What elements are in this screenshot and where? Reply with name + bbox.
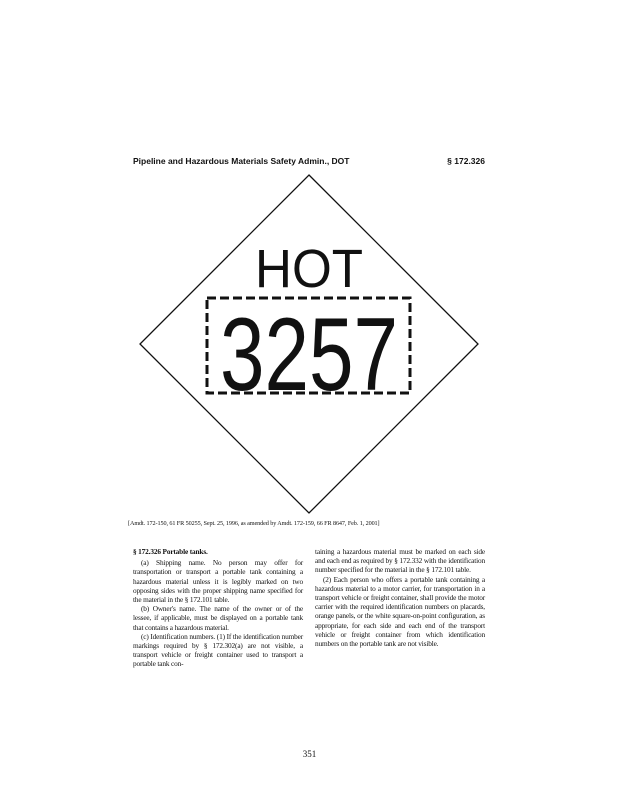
paragraph-c1: (c) Identification numbers. (1) If the identification number markings required by § 172.302(a) are not visible, a transport vehicle or freight container used to transport a portable tank con- bbox=[133, 631, 303, 669]
paragraph-c1-cont: taining a hazardous material must be marked on each side and each end as required by § 172.332 with the identification number specified for the material in the § 172.101 table. bbox=[315, 547, 485, 575]
body-text bbox=[133, 547, 485, 732]
section-heading: § 172.326 Portable tanks. bbox=[133, 547, 208, 556]
paragraph-a: (a) Shipping name. No person may offer for transportation or transport a portable tank containing a hazardous material unless it is legibly marked on two opposing sides with the proper shipping name specified for the material in the § 172.101 table. bbox=[133, 558, 303, 605]
placard-word: HOT bbox=[255, 239, 363, 299]
left-column bbox=[133, 547, 303, 669]
paragraph-c2: (2) Each person who offers a portable tank containing a hazardous material to a motor carrier, for transportation in a transport vehicle or freight container, shall provide the motor carrier with the required identification numbers on placards, orange panels, or the white square-on-point configuration, as appropriate, for each side and each end of the transport vehicle or freight container from which identification numbers on the portable tank are not visible. bbox=[315, 574, 485, 649]
amendment-citation: [Amdt. 172-150, 61 FR 50255, Sept. 25, 1996, as amended by Amdt. 172-159, 66 FR 8647, Feb. 1, 2001] bbox=[128, 520, 380, 527]
right-column bbox=[315, 547, 485, 648]
header-section: § 172.326 bbox=[447, 156, 485, 166]
header-agency: Pipeline and Hazardous Materials Safety Admin., DOT bbox=[133, 156, 350, 166]
paragraph-b: (b) Owner's name. The name of the owner or of the lessee, if applicable, must be displayed on a portable tank that contains a hazardous material. bbox=[133, 604, 303, 632]
page-number: 351 bbox=[302, 749, 317, 759]
placard-id-number: 3257 bbox=[220, 297, 398, 413]
